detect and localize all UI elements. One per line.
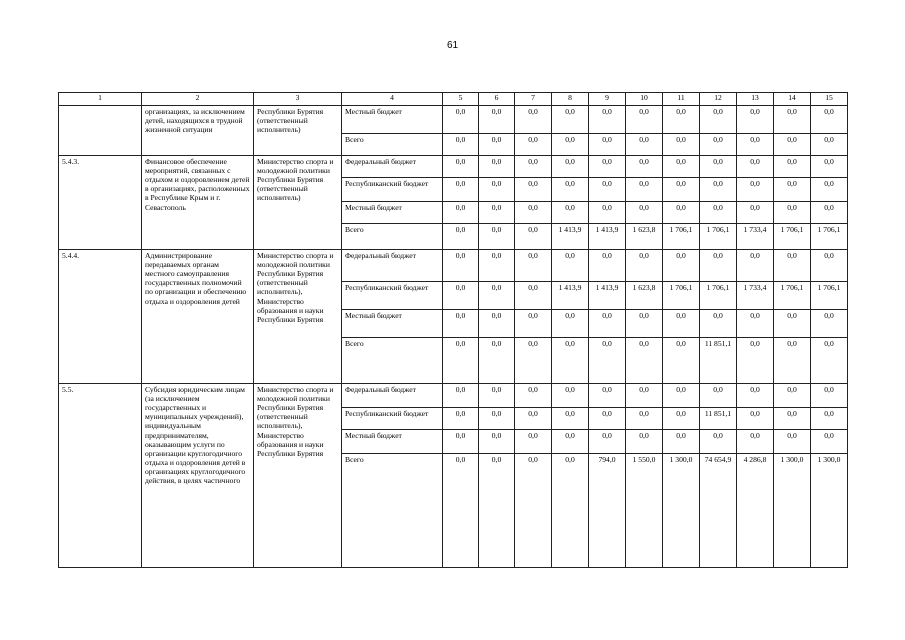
column-header: 13 [737,93,774,106]
funding-value: 0,0 [515,282,552,310]
funding-value: 0,0 [515,310,552,338]
funding-value: 0,0 [626,178,663,202]
budget-source: Местный бюджет [342,310,443,338]
funding-value: 0,0 [737,310,774,338]
funding-value: 0,0 [515,202,552,224]
funding-value: 0,0 [811,430,848,454]
funding-value: 0,0 [774,338,811,384]
funding-value: 0,0 [700,106,737,134]
budget-source: Всего [342,224,443,250]
funding-value: 0,0 [443,134,479,156]
column-header: 1 [59,93,142,106]
funding-value: 1 706,1 [811,224,848,250]
measure-executor: Министерство спорта и молодежной политики Республики Бурятия (ответственный исполнитель) [254,156,342,250]
funding-value: 1 706,1 [774,224,811,250]
budget-source: Всего [342,454,443,568]
funding-value: 0,0 [700,134,737,156]
funding-value: 0,0 [663,134,700,156]
funding-value: 1 413,9 [552,224,589,250]
funding-value: 0,0 [737,178,774,202]
funding-value: 0,0 [479,134,515,156]
funding-value: 0,0 [589,338,626,384]
funding-value: 0,0 [626,250,663,282]
column-header: 15 [811,93,848,106]
budget-source: Федеральный бюджет [342,250,443,282]
funding-value: 1 300,0 [774,454,811,568]
funding-value: 0,0 [663,338,700,384]
measure-executor: Республики Бурятия (ответственный исполнитель) [254,106,342,156]
funding-value: 0,0 [737,156,774,178]
column-header: 11 [663,93,700,106]
column-header: 8 [552,93,589,106]
funding-value: 0,0 [515,430,552,454]
funding-value: 0,0 [626,156,663,178]
column-header: 5 [443,93,479,106]
budget-source: Местный бюджет [342,106,443,134]
funding-value: 1 413,9 [589,282,626,310]
funding-value: 1 623,8 [626,282,663,310]
funding-value: 1 706,1 [700,224,737,250]
funding-value: 0,0 [589,178,626,202]
funding-value: 0,0 [552,134,589,156]
funding-value: 0,0 [774,430,811,454]
funding-value: 1 706,1 [774,282,811,310]
table-body [59,106,848,568]
funding-value: 0,0 [700,202,737,224]
funding-value: 0,0 [589,156,626,178]
funding-value: 1 623,8 [626,224,663,250]
measure-code: 5.4.3. [59,156,142,250]
budget-source: Местный бюджет [342,430,443,454]
column-header: 3 [254,93,342,106]
funding-value: 0,0 [589,384,626,408]
funding-value: 0,0 [515,224,552,250]
funding-value: 0,0 [774,106,811,134]
funding-value: 0,0 [552,310,589,338]
program-funding-table [58,92,848,568]
funding-value: 0,0 [737,338,774,384]
funding-value: 0,0 [443,178,479,202]
funding-value: 0,0 [443,338,479,384]
funding-value: 0,0 [515,454,552,568]
column-header: 14 [774,93,811,106]
funding-value: 0,0 [552,384,589,408]
funding-value: 0,0 [479,250,515,282]
funding-value: 0,0 [663,384,700,408]
funding-value: 0,0 [811,338,848,384]
funding-value: 74 654,9 [700,454,737,568]
funding-value: 0,0 [552,454,589,568]
funding-value: 1 300,0 [663,454,700,568]
funding-value: 0,0 [811,408,848,430]
funding-value: 0,0 [811,384,848,408]
measure-name: организациях, за исключением детей, находящихся в трудной жизненной ситуации [142,106,254,156]
funding-value: 0,0 [589,408,626,430]
funding-value: 0,0 [737,250,774,282]
column-header: 6 [479,93,515,106]
measure-name: Субсидия юридическим лицам (за исключением государственных и муниципальных учреждений), индивидуальным предпринимателям, оказывающим услуги по организации круглогодичного отдыха и оздоровления детей в организациях круглогодичного действия, в целях частичного [142,384,254,568]
budget-source: Всего [342,338,443,384]
funding-value: 0,0 [774,250,811,282]
budget-source: Всего [342,134,443,156]
funding-value: 0,0 [552,338,589,384]
funding-value: 0,0 [700,250,737,282]
budget-source: Местный бюджет [342,202,443,224]
budget-source: Республиканский бюджет [342,282,443,310]
column-header: 4 [342,93,443,106]
funding-value: 0,0 [663,430,700,454]
funding-value: 4 286,8 [737,454,774,568]
funding-value: 0,0 [515,156,552,178]
funding-value: 0,0 [626,202,663,224]
funding-value: 1 706,1 [700,282,737,310]
funding-value: 1 413,9 [552,282,589,310]
funding-value: 1 413,9 [589,224,626,250]
funding-value: 11 851,1 [700,338,737,384]
funding-value: 0,0 [811,156,848,178]
budget-source: Республиканский бюджет [342,178,443,202]
funding-value: 1 550,0 [626,454,663,568]
funding-value: 0,0 [552,430,589,454]
funding-value: 0,0 [515,250,552,282]
funding-value: 0,0 [515,106,552,134]
funding-value: 0,0 [663,156,700,178]
column-header: 7 [515,93,552,106]
funding-value: 0,0 [737,430,774,454]
funding-value: 0,0 [811,202,848,224]
funding-value: 0,0 [479,454,515,568]
funding-value: 0,0 [589,310,626,338]
funding-value: 0,0 [589,430,626,454]
funding-value: 0,0 [737,408,774,430]
funding-value: 11 851,1 [700,408,737,430]
budget-source: Республиканский бюджет [342,408,443,430]
funding-value: 0,0 [811,250,848,282]
measure-code: 5.4.4. [59,250,142,384]
funding-value: 0,0 [515,408,552,430]
measure-name: Администрирование передаваемых органам местного самоуправления государственных полномочий по организации и обеспечению отдыха и оздоровления детей [142,250,254,384]
measure-code [59,106,142,156]
funding-value: 0,0 [443,310,479,338]
funding-value: 0,0 [737,134,774,156]
funding-value: 0,0 [479,178,515,202]
funding-value: 0,0 [479,310,515,338]
funding-value: 0,0 [626,134,663,156]
measure-name: Финансовое обеспечение мероприятий, связанных с отдыхом и оздоровлением детей в организациях, расположенных в Республике Крым и г. Севастополь [142,156,254,250]
budget-source: Федеральный бюджет [342,156,443,178]
funding-value: 0,0 [811,178,848,202]
funding-value: 0,0 [700,384,737,408]
funding-value: 0,0 [552,106,589,134]
funding-value: 0,0 [552,408,589,430]
funding-value: 0,0 [811,310,848,338]
funding-value: 1 706,1 [663,224,700,250]
funding-value: 0,0 [552,178,589,202]
funding-value: 0,0 [443,106,479,134]
funding-value: 0,0 [626,384,663,408]
funding-value: 794,0 [589,454,626,568]
measure-code: 5.5. [59,384,142,568]
table-row [59,106,848,134]
funding-value: 0,0 [737,202,774,224]
funding-value: 0,0 [479,224,515,250]
funding-value: 0,0 [479,408,515,430]
measure-executor: Министерство спорта и молодежной политики Республики Бурятия (ответственный исполнитель), Министерство образования и науки Республики Бурятия [254,250,342,384]
budget-source: Федеральный бюджет [342,384,443,408]
funding-value: 0,0 [811,106,848,134]
funding-value: 0,0 [515,178,552,202]
funding-value: 0,0 [626,408,663,430]
funding-value: 0,0 [443,408,479,430]
funding-value: 0,0 [589,202,626,224]
funding-value: 1 300,0 [811,454,848,568]
funding-value: 0,0 [774,178,811,202]
funding-value: 1 733,4 [737,282,774,310]
funding-value: 0,0 [626,106,663,134]
funding-value: 0,0 [443,156,479,178]
funding-value: 0,0 [663,408,700,430]
funding-value: 0,0 [626,430,663,454]
funding-value: 0,0 [515,338,552,384]
funding-value: 1 706,1 [663,282,700,310]
funding-value: 0,0 [774,134,811,156]
column-number-row [59,93,848,106]
funding-value: 0,0 [552,202,589,224]
funding-value: 0,0 [443,454,479,568]
table-row [59,250,848,282]
funding-value: 0,0 [479,384,515,408]
funding-value: 0,0 [479,156,515,178]
funding-value: 0,0 [626,338,663,384]
funding-value: 0,0 [443,250,479,282]
funding-value: 0,0 [626,310,663,338]
funding-value: 0,0 [479,338,515,384]
funding-value: 0,0 [589,106,626,134]
funding-value: 0,0 [479,282,515,310]
measure-executor: Министерство спорта и молодежной политики Республики Бурятия (ответственный исполнитель), Министерство образования и науки Республики Бурятия [254,384,342,568]
funding-value: 0,0 [515,384,552,408]
funding-value: 0,0 [663,250,700,282]
funding-value: 0,0 [589,250,626,282]
table-row [59,384,848,408]
page-number: 61 [446,40,459,51]
funding-value: 0,0 [700,156,737,178]
table-row [59,156,848,178]
column-header: 2 [142,93,254,106]
funding-value: 0,0 [663,106,700,134]
funding-value: 0,0 [774,408,811,430]
funding-value: 0,0 [479,106,515,134]
funding-value: 0,0 [663,202,700,224]
funding-value: 0,0 [515,134,552,156]
funding-value: 0,0 [443,430,479,454]
column-header: 10 [626,93,663,106]
funding-value: 0,0 [700,430,737,454]
funding-value: 0,0 [700,178,737,202]
column-header: 12 [700,93,737,106]
funding-value: 0,0 [552,156,589,178]
column-header: 9 [589,93,626,106]
funding-value: 0,0 [700,310,737,338]
funding-value: 0,0 [443,282,479,310]
funding-value: 0,0 [479,430,515,454]
funding-value: 0,0 [663,310,700,338]
funding-value: 0,0 [774,202,811,224]
funding-value: 0,0 [774,310,811,338]
funding-value: 1 733,4 [737,224,774,250]
funding-value: 0,0 [443,202,479,224]
funding-value: 1 706,1 [811,282,848,310]
funding-value: 0,0 [589,134,626,156]
funding-value: 0,0 [663,178,700,202]
funding-value: 0,0 [479,202,515,224]
funding-value: 0,0 [774,156,811,178]
funding-value: 0,0 [443,224,479,250]
funding-value: 0,0 [811,134,848,156]
funding-value: 0,0 [443,384,479,408]
funding-value: 0,0 [737,384,774,408]
funding-value: 0,0 [552,250,589,282]
funding-value: 0,0 [737,106,774,134]
funding-value: 0,0 [774,384,811,408]
